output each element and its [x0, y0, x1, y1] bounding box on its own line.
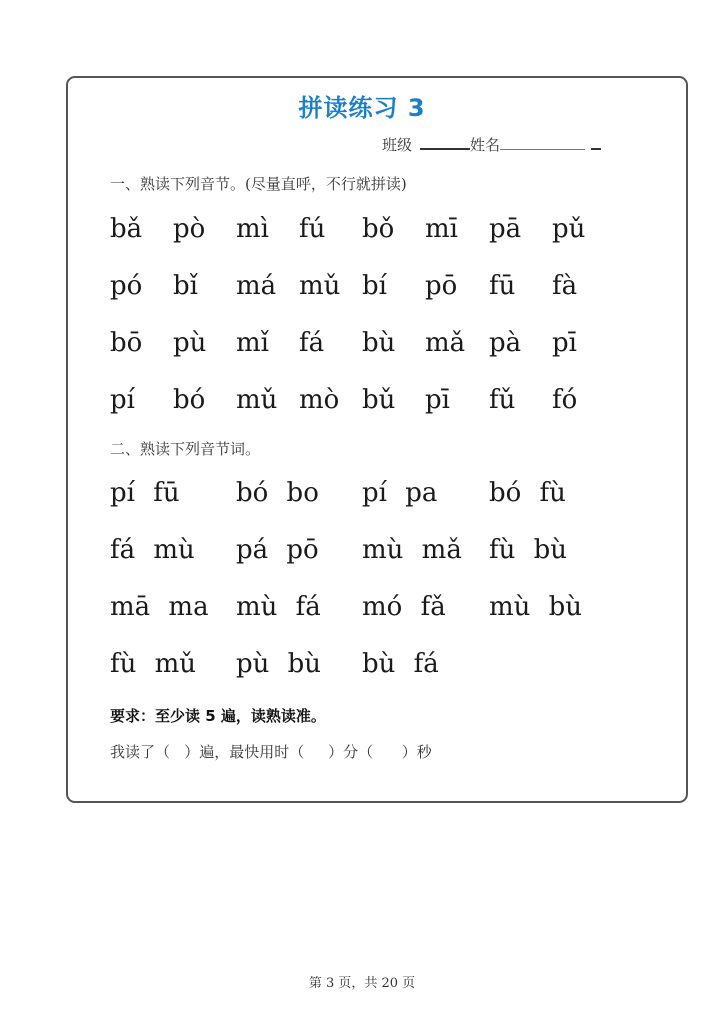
syllable-word: pá pō: [236, 535, 319, 565]
trailing-blank: [591, 134, 601, 150]
syllable-word: pù bù: [236, 649, 322, 679]
syllable: pī: [552, 328, 577, 358]
page-number: 第 3 页，共 20 页: [308, 976, 416, 991]
syllable: bǐ: [173, 271, 198, 301]
syllable-word: fù bù: [489, 535, 568, 565]
syllable-word: pí fū: [110, 478, 180, 508]
syllable: mǔ: [236, 385, 278, 415]
syllable: fú: [299, 214, 326, 244]
syllable: mī: [425, 214, 458, 244]
name-label: 姓名: [470, 136, 501, 154]
syllable: pà: [489, 328, 522, 358]
syllable: pā: [489, 214, 522, 244]
syllable: fó: [552, 385, 578, 415]
syllable: bǔ: [362, 385, 396, 415]
syllable: pī: [425, 385, 450, 415]
syllable: pó: [110, 271, 143, 301]
syllable: bí: [362, 271, 387, 301]
syllable: pò: [173, 214, 206, 244]
section2-heading: 二、熟读下列音节词。: [110, 440, 261, 458]
syllable-word: mù bù: [489, 592, 583, 622]
syllable: mǔ: [299, 271, 341, 301]
requirement-text: 要求：至少读 5 遍，读熟读准。: [110, 707, 326, 725]
syllable-word: mù fá: [236, 592, 321, 622]
syllable: fà: [552, 271, 578, 301]
syllable-word: bó fù: [489, 478, 566, 508]
syllable-word: pí pa: [362, 478, 438, 508]
syllable: mì: [236, 214, 269, 244]
class-label: 班级: [382, 136, 413, 154]
syllable: bù: [362, 328, 396, 358]
syllable-word: fù mǔ: [110, 649, 197, 679]
syllable: pō: [425, 271, 458, 301]
syllable: pù: [173, 328, 207, 358]
syllable: pǔ: [552, 214, 586, 244]
name-blank[interactable]: [500, 135, 585, 150]
syllable-word: mā ma: [110, 592, 209, 622]
syllable-word: bó bo: [236, 478, 319, 508]
syllable: bǎ: [110, 214, 143, 244]
syllable-word: fá mù: [110, 535, 195, 565]
class-blank[interactable]: [420, 134, 470, 150]
page-title: 拼读练习 3: [298, 94, 426, 122]
syllable-word: mù mǎ: [362, 535, 462, 565]
syllable: bó: [173, 385, 206, 415]
reading-record: 我读了（ ）遍，最快用时（ ）分（ ）秒: [110, 743, 432, 761]
syllable-word: bù fá: [362, 649, 439, 679]
section1-heading: 一、熟读下列音节。(尽量直呼，不行就拼读): [110, 175, 407, 193]
syllable: mǎ: [425, 328, 466, 358]
syllable: bǒ: [362, 214, 395, 244]
syllable: mǐ: [236, 328, 269, 358]
syllable-word: mó fǎ: [362, 592, 446, 622]
student-info: [382, 134, 601, 155]
syllable: má: [236, 271, 277, 301]
syllable: fá: [299, 328, 325, 358]
syllable: fǔ: [489, 385, 516, 415]
syllable: mò: [299, 385, 340, 415]
syllable: bō: [110, 328, 143, 358]
syllable: fū: [489, 271, 516, 301]
syllable: pí: [110, 385, 135, 415]
